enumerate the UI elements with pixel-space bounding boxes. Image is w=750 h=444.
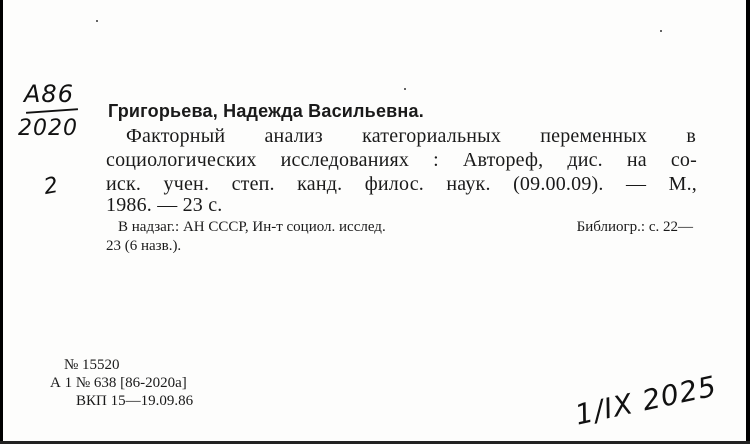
publication-year-pages: 1986. — 23 с. bbox=[106, 194, 223, 216]
word: дис. bbox=[567, 149, 603, 171]
word: (09.00.09). bbox=[513, 173, 604, 195]
title-line-1 bbox=[126, 125, 696, 148]
word: на bbox=[626, 149, 647, 171]
bibliography-note: Библиогр.: с. 22— bbox=[576, 219, 693, 235]
accession-code: А 1 № 638 [86-2020а] bbox=[50, 375, 187, 391]
shelf-mark-underline bbox=[26, 108, 78, 114]
title-line-2 bbox=[106, 149, 697, 172]
word: категориальных bbox=[362, 125, 502, 147]
sponsor-note: В надзаг.: АН СССР, Ин-т социол. исслед. bbox=[118, 219, 386, 235]
word: М., bbox=[668, 173, 697, 195]
card-left-edge bbox=[0, 0, 3, 444]
card-right-edge bbox=[746, 0, 750, 444]
word: анализ bbox=[264, 125, 323, 147]
scan-speck bbox=[660, 30, 662, 32]
word: наук. bbox=[446, 173, 491, 195]
word: исследованиях bbox=[280, 149, 410, 171]
author-heading: Григорьева, Надежда Васильевна. bbox=[108, 101, 424, 121]
vkp-line: ВКП 15—19.09.86 bbox=[76, 393, 194, 409]
accession-number: № 15520 bbox=[64, 357, 120, 373]
note-line-2: 23 (6 назв.). bbox=[106, 238, 182, 254]
shelf-mark-top: A86 bbox=[24, 80, 74, 108]
word: канд. bbox=[297, 173, 343, 195]
word: — bbox=[626, 173, 647, 195]
word: социологических bbox=[106, 149, 257, 171]
word: переменных bbox=[540, 125, 648, 147]
scan-speck bbox=[404, 88, 406, 90]
word: филос. bbox=[364, 173, 424, 195]
word: Факторный bbox=[126, 125, 226, 147]
word: степ. bbox=[231, 173, 275, 195]
title-line-3 bbox=[106, 173, 697, 196]
note-line-1 bbox=[118, 219, 693, 236]
word: : bbox=[433, 149, 439, 171]
word: иск. bbox=[106, 173, 142, 195]
side-mark: 2 bbox=[41, 172, 61, 201]
word: Автореф, bbox=[462, 149, 544, 171]
word: в bbox=[686, 125, 696, 147]
shelf-mark-bottom: 2020 bbox=[18, 116, 78, 141]
handwritten-signature: 1/IX 2025 bbox=[572, 369, 720, 432]
scan-speck bbox=[96, 20, 98, 22]
word: учен. bbox=[163, 173, 210, 195]
word: со- bbox=[670, 149, 697, 171]
